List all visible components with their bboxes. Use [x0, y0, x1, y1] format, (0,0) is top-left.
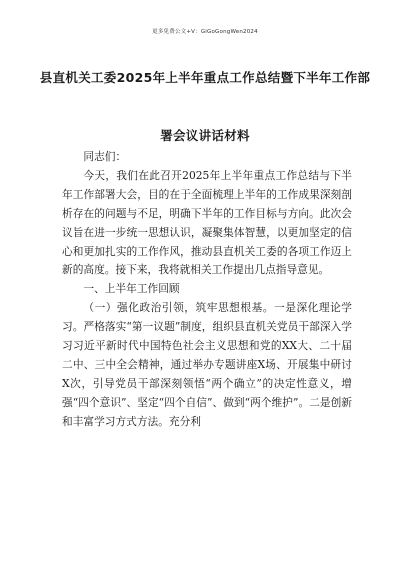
header-note: 更多免费公文+V：GiGoGongWen2024 — [152, 29, 258, 35]
document-body — [62, 148, 352, 432]
section-heading: 一、上半年工作回顾 — [83, 282, 180, 296]
paragraph-intro: 今天，我们在此召开2025年上半年重点工作总结与下半年工作部署大会，目的在于全面梳理上半年的工作成果深刻剖析存在的问题与不足，明确下半年的工作目标与方向。此次会议旨在进一步统一思想认识，凝聚集体智慧，以更加坚定的信心和更加扎实的工作作风，推动县直机关工委的各项工作迈上新的高度。接下来，我将就相关工作提出几点指导意见。 — [62, 168, 352, 277]
salutation: 同志们： — [83, 150, 127, 163]
document-title: 县直机关工委2025年上半年重点工作总结暨下半年工作部 — [39, 70, 371, 85]
document-title-continued: 署会议讲话材料 — [160, 128, 250, 143]
paragraph-review: （一）强化政治引领，筑牢思想根基。一是深化理论学习。严格落实“第一议题”制度，组织县直机关党员干部深入学习习近平新时代中国特色社会主义思想和党的XX大、二十届二中、三中全会精神，通过举办专题讲座X场、开展集中研讨X次，引导党员干部深刻领悟“两个确立”的决定性意义，增强“四个意识”、坚定“四个自信”、做到“两个维护”。二是创新和丰富学习方式方法。充分利 — [62, 301, 352, 428]
